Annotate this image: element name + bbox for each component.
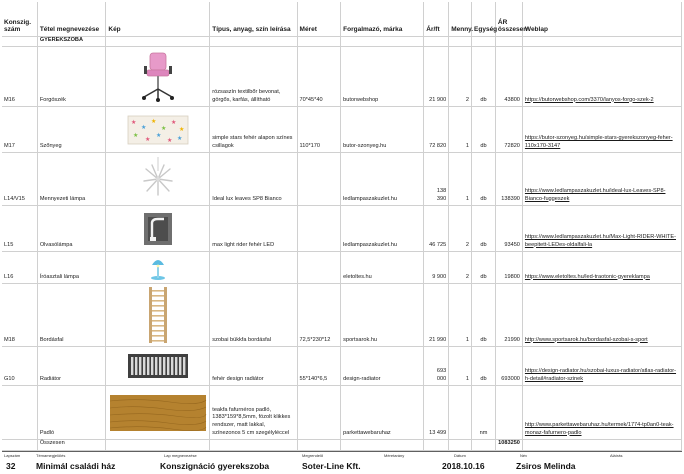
item-image [106,347,210,386]
item-qty: 1 [449,107,472,153]
item-price: 72 820 [424,107,449,153]
item-weblink[interactable]: https://design-radiator.hu/szobai-luxus-radiator/atlas-radiator-h-detail#radiator-szinek [522,347,681,386]
item-unit: db [472,47,496,107]
header-price: Ár/ft [424,2,449,36]
item-price: 21 900 [424,47,449,107]
item-total: 21990 [495,284,522,347]
item-qty: 1 [449,347,472,386]
item-name: Padló [37,386,106,440]
svg-text:★: ★ [140,123,147,131]
client-label: Megrendelő [302,453,324,458]
svg-text:★: ★ [170,118,177,126]
item-vendor: sportsarok.hu [341,284,424,347]
table-row [2,153,682,206]
item-weblink[interactable]: https://butorwebshop.com/3370/lanyos-forgo-szek-2 [522,47,681,107]
table-row [2,206,682,252]
table-row [2,47,682,107]
item-total: 19800 [495,252,522,284]
svg-text:★: ★ [155,131,162,139]
item-code: M17 [2,107,37,153]
date-value: 2018.10.16 [442,461,485,471]
date-label: Dátum [454,453,466,458]
panel-radiator-icon [127,352,189,380]
header-size: Méret [297,2,341,36]
page-label: Lapszám [4,453,21,458]
item-name: Szőnyeg [37,107,106,153]
summary-total: 1083250 [495,440,522,451]
sheet-label: Lap megnevezése [164,453,197,458]
item-image [106,284,210,347]
section-label: GYEREKSZOBA [37,36,106,47]
item-vendor: ledlampaszakuzlet.hu [341,153,424,206]
svg-text:★: ★ [176,134,183,142]
item-size [297,252,341,284]
item-weblink[interactable]: http://www.parkettawebaruhaz.hu/termek/1774-tp0an0-teak-monaz-fafurnero-padlo [522,386,681,440]
item-size: 72,5*230*12 [297,284,341,347]
item-total: 138390 [495,153,522,206]
item-weblink[interactable]: https://www.ledlampaszakuzlet.hu/Max-Light-RIDER-WHITE-beepitett-LEDes-oldalfali-la [522,206,681,252]
item-type: max light rider fehér LED [210,206,297,252]
header-row [2,2,682,36]
item-size [297,153,341,206]
item-total: 43800 [495,47,522,107]
item-qty: 2 [449,206,472,252]
item-unit: db [472,206,496,252]
svg-text:★: ★ [178,125,185,133]
item-code: M18 [2,284,37,347]
item-total: 72820 [495,107,522,153]
item-unit: db [472,153,496,206]
header-name: Tétel megnevezése [37,2,106,36]
item-image [106,107,210,153]
item-unit: db [472,107,496,153]
item-type [210,252,297,284]
item-type: fehér design radiátor [210,347,297,386]
item-price: 46 725 [424,206,449,252]
item-image [106,153,210,206]
item-unit: db [472,252,496,284]
item-weblink[interactable]: https://www.ledlampaszakuzlet.hu/ideal-lux-Leaves-SP8-Bianco-fuggeszek [522,153,681,206]
item-qty: 2 [449,47,472,107]
item-name: Olvasólámpa [37,206,106,252]
item-name: Radiátor [37,347,106,386]
wooden-wall-bars-icon [146,286,170,344]
name-value: Zsiros Melinda [516,461,576,471]
item-price: 693 000 [424,347,449,386]
item-name: Mennyezeti lámpa [37,153,106,206]
item-qty: 2 [449,252,472,284]
item-total: 693000 [495,347,522,386]
item-type: simple stars fehér alapon színes csillagok [210,107,297,153]
item-vendor: butorwebshop [341,47,424,107]
item-code: L14/V15 [2,153,37,206]
svg-text:★: ★ [130,118,137,126]
table-row [2,347,682,386]
item-type: teakfa fafurnéros padló, 1383*159*8,5mm, fózolt klikkes rendszer, matt lakkal, színezonos 5 cm szegélyléccel [210,386,297,440]
item-type: szobai bükkfa bordásfal [210,284,297,347]
item-total [495,386,522,440]
header-code: Konszig. szám [2,2,37,36]
page-number: 32 [6,461,16,471]
sheet-value: Konszignáció gyerekszoba [160,461,270,471]
item-price: 138 390 [424,153,449,206]
item-price: 13 499 [424,386,449,440]
table-row [2,252,682,284]
item-size: 70*45*40 [297,47,341,107]
header-image: Kép [106,2,210,36]
header-vendor: Forgalmazó, márka [341,2,424,36]
summary-row [2,440,682,451]
client-value: Soter-Line Kft. [302,461,361,471]
signature-label: Aláírás [610,453,623,458]
item-size: 55*140*6,5 [297,347,341,386]
summary-label: Összesen [37,440,106,451]
scale-label: Méretarány [384,453,405,458]
item-size: 110*170 [297,107,341,153]
header-unit: Egység [472,2,496,36]
wood-floor-plank-icon [110,395,206,431]
item-type: rózsaszín textilbőr bevonat, görgős, karfás, állítható [210,47,297,107]
item-image [106,206,210,252]
table-row [2,284,682,347]
item-price: 9 900 [424,252,449,284]
leaves-ceiling-lamp-icon [138,157,178,201]
topic-value: Minimál családi ház [36,461,116,471]
item-vendor: design-radiator [341,347,424,386]
item-total: 93450 [495,206,522,252]
item-name: Bordásfal [37,284,106,347]
item-code: G10 [2,347,37,386]
item-price: 21 990 [424,284,449,347]
svg-text:★: ★ [166,136,173,144]
item-vendor: parkettawebaruhaz [341,386,424,440]
item-unit: db [472,347,496,386]
item-unit: nm [472,386,496,440]
item-qty: 1 [449,153,472,206]
section-row [2,36,682,47]
item-vendor: butor-szonyeg.hu [341,107,424,153]
item-image [106,47,210,107]
header-web: Weblap [522,2,681,36]
header-qty: Menny. [449,2,472,36]
item-size [297,386,341,440]
item-image [106,386,210,440]
item-name: Íróasztali lámpa [37,252,106,284]
desk-lamp-icon [147,255,169,281]
item-size [297,206,341,252]
item-weblink[interactable]: https://www.eletoltes.hu/led-traotonic-gyereklampa [522,252,681,284]
header-type: Típus, anyag, szín leírása [210,2,297,36]
item-qty: 1 [449,284,472,347]
item-weblink[interactable]: https://butor-szonyeg.hu/simple-stars-gyerekszonyeg-feher-110x170-3147 [522,107,681,153]
item-image [106,252,210,284]
item-vendor: ledlampaszakuzlet.hu [341,206,424,252]
item-code: M16 [2,47,37,107]
svg-text:★: ★ [150,117,157,125]
item-unit: db [472,284,496,347]
name-label: Név [520,453,528,458]
title-block [2,451,682,473]
item-vendor: eletoltes.hu [341,252,424,284]
svg-text:★: ★ [132,131,139,139]
table-row [2,386,682,440]
consignment-sheet [2,2,682,472]
pink-office-chair-icon [138,51,178,103]
item-code: L15 [2,206,37,252]
consignment-table [2,2,682,451]
wall-reading-lamp-icon [142,211,174,247]
svg-text:★: ★ [160,124,167,132]
topic-label: Témamegjelölés [36,453,66,458]
item-name: Forgószék [37,47,106,107]
header-total: ÁR összesen [495,2,522,36]
item-weblink[interactable]: http://www.sportsarok.hu/bordasfal-szobai-s-sport [522,284,681,347]
item-qty [449,386,472,440]
item-code: L16 [2,252,37,284]
star-pattern-rug-icon [127,115,189,145]
table-row [2,107,682,153]
svg-text:★: ★ [144,135,151,143]
item-type: Ideal lux leaves SP8 Bianco [210,153,297,206]
item-code [2,386,37,440]
